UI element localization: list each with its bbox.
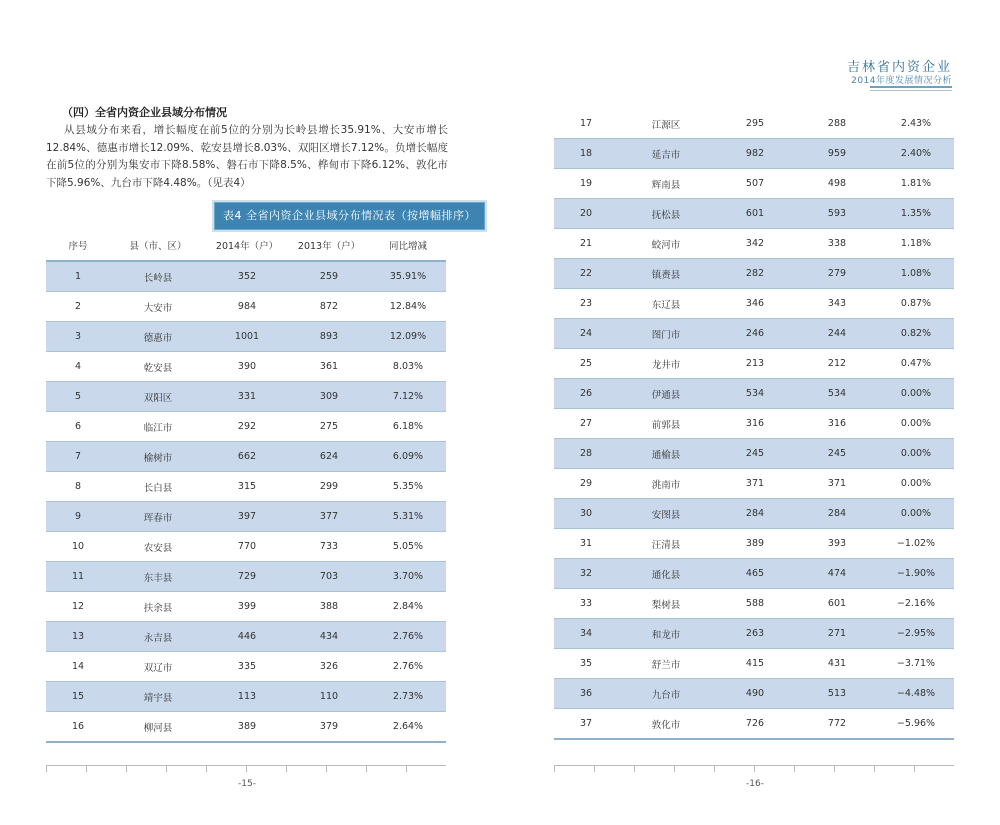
cell-2013: 259	[288, 261, 370, 292]
cell-2014: 534	[714, 379, 796, 409]
page-number: -15-	[238, 779, 256, 789]
cell-2014: 331	[206, 382, 288, 412]
cell-change: 0.00%	[878, 439, 954, 469]
cell-county: 通化县	[618, 559, 714, 589]
table-row	[46, 352, 446, 382]
page-number: -16-	[746, 779, 764, 789]
cell-2013: 893	[288, 322, 370, 352]
cell-2014: 389	[206, 712, 288, 743]
cell-change: 2.40%	[878, 139, 954, 169]
cell-change: 0.00%	[878, 409, 954, 439]
cell-2013: 772	[796, 709, 878, 740]
cell-2013: 110	[288, 682, 370, 712]
cell-county: 德惠市	[110, 322, 206, 352]
cell-2014: 315	[206, 472, 288, 502]
cell-2013: 361	[288, 352, 370, 382]
cell-index: 36	[554, 679, 618, 709]
table-row	[46, 472, 446, 502]
cell-index: 25	[554, 349, 618, 379]
cell-index: 31	[554, 529, 618, 559]
cell-2013: 326	[288, 652, 370, 682]
cell-change: −1.90%	[878, 559, 954, 589]
cell-county: 长岭县	[110, 261, 206, 292]
cell-2014: 399	[206, 592, 288, 622]
cell-index: 35	[554, 649, 618, 679]
cell-index: 21	[554, 229, 618, 259]
cell-county: 抚松县	[618, 199, 714, 229]
table-caption: 表4 全省内资企业县域分布情况表（按增幅排序）	[214, 202, 485, 230]
cell-2014: 588	[714, 589, 796, 619]
cell-county: 靖宇县	[110, 682, 206, 712]
county-distribution-table-right	[554, 109, 954, 740]
cell-2013: 733	[288, 532, 370, 562]
table-row	[554, 679, 954, 709]
cell-2013: 431	[796, 649, 878, 679]
cell-2013: 434	[288, 622, 370, 652]
cell-index: 24	[554, 319, 618, 349]
cell-county: 前郭县	[618, 409, 714, 439]
cell-2014: 335	[206, 652, 288, 682]
cell-change: 0.82%	[878, 319, 954, 349]
table-row	[46, 261, 446, 292]
cell-county: 永吉县	[110, 622, 206, 652]
cell-index: 6	[46, 412, 110, 442]
table-row	[554, 409, 954, 439]
cell-change: 2.76%	[370, 622, 446, 652]
cell-2013: 534	[796, 379, 878, 409]
cell-index: 34	[554, 619, 618, 649]
cell-2013: 299	[288, 472, 370, 502]
cell-2013: 959	[796, 139, 878, 169]
cell-county: 扶余县	[110, 592, 206, 622]
header-rule	[870, 86, 952, 88]
cell-index: 5	[46, 382, 110, 412]
cell-2013: 474	[796, 559, 878, 589]
cell-index: 28	[554, 439, 618, 469]
table-row	[46, 532, 446, 562]
cell-index: 23	[554, 289, 618, 319]
cell-index: 4	[46, 352, 110, 382]
cell-index: 7	[46, 442, 110, 472]
cell-change: −1.02%	[878, 529, 954, 559]
cell-county: 镇赉县	[618, 259, 714, 289]
cell-2014: 246	[714, 319, 796, 349]
table-header-row	[46, 230, 446, 261]
cell-2013: 316	[796, 409, 878, 439]
cell-index: 1	[46, 261, 110, 292]
cell-2014: 397	[206, 502, 288, 532]
cell-2014: 295	[714, 109, 796, 139]
cell-change: 2.64%	[370, 712, 446, 743]
table-row	[554, 649, 954, 679]
table-row	[554, 109, 954, 139]
table-row	[46, 562, 446, 592]
cell-index: 26	[554, 379, 618, 409]
header-2014: 2014年（户）	[206, 230, 288, 261]
cell-2014: 726	[714, 709, 796, 740]
cell-index: 29	[554, 469, 618, 499]
cell-2013: 244	[796, 319, 878, 349]
cell-change: 0.00%	[878, 499, 954, 529]
table-row	[554, 199, 954, 229]
cell-county: 伊通县	[618, 379, 714, 409]
cell-2014: 352	[206, 261, 288, 292]
cell-2013: 601	[796, 589, 878, 619]
cell-2014: 284	[714, 499, 796, 529]
cell-2013: 279	[796, 259, 878, 289]
body-paragraph: 从县域分布来看，增长幅度在前5位的分别为长岭县增长35.91%、大安市增长12.84%、德惠市增长12.09%、乾安县增长8.03%、双阳区增长7.12%。负增长幅度在前5位的分别为集安市下降8.58%、磐石市下降8.5%、桦甸市下降6.12%、敦化市下降5.96%、九台市下降4.48%。（见表4）	[46, 124, 448, 189]
cell-2014: 245	[714, 439, 796, 469]
cell-index: 9	[46, 502, 110, 532]
cell-change: 6.18%	[370, 412, 446, 442]
cell-2014: 390	[206, 352, 288, 382]
cell-change: −3.71%	[878, 649, 954, 679]
cell-change: 3.70%	[370, 562, 446, 592]
cell-2013: 343	[796, 289, 878, 319]
cell-2014: 342	[714, 229, 796, 259]
table-row	[46, 442, 446, 472]
cell-county: 敦化市	[618, 709, 714, 740]
table-row	[554, 559, 954, 589]
cell-county: 九台市	[618, 679, 714, 709]
table-row	[46, 502, 446, 532]
cell-2013: 513	[796, 679, 878, 709]
table-row	[554, 139, 954, 169]
cell-county: 和龙市	[618, 619, 714, 649]
cell-county: 洮南市	[618, 469, 714, 499]
cell-2013: 872	[288, 292, 370, 322]
cell-change: 5.05%	[370, 532, 446, 562]
cell-change: 0.00%	[878, 469, 954, 499]
cell-county: 梨树县	[618, 589, 714, 619]
cell-county: 舒兰市	[618, 649, 714, 679]
table-row	[46, 382, 446, 412]
cell-2013: 498	[796, 169, 878, 199]
cell-county: 图门市	[618, 319, 714, 349]
cell-change: 12.09%	[370, 322, 446, 352]
cell-county: 东辽县	[618, 289, 714, 319]
table-row	[554, 349, 954, 379]
cell-change: 2.73%	[370, 682, 446, 712]
footer-ruler	[554, 765, 954, 772]
table-row	[46, 712, 446, 743]
table-row	[554, 469, 954, 499]
cell-2013: 388	[288, 592, 370, 622]
cell-2013: 284	[796, 499, 878, 529]
table-row	[46, 652, 446, 682]
cell-index: 13	[46, 622, 110, 652]
cell-county: 安图县	[618, 499, 714, 529]
cell-county: 蛟河市	[618, 229, 714, 259]
cell-change: 1.08%	[878, 259, 954, 289]
cell-2013: 271	[796, 619, 878, 649]
cell-county: 珲春市	[110, 502, 206, 532]
cell-2014: 346	[714, 289, 796, 319]
table-row	[554, 379, 954, 409]
cell-index: 11	[46, 562, 110, 592]
cell-2014: 113	[206, 682, 288, 712]
cell-2014: 984	[206, 292, 288, 322]
cell-2013: 338	[796, 229, 878, 259]
cell-change: 1.35%	[878, 199, 954, 229]
cell-county: 汪清县	[618, 529, 714, 559]
table-row	[46, 322, 446, 352]
cell-change: 0.47%	[878, 349, 954, 379]
cell-2013: 245	[796, 439, 878, 469]
table-row	[554, 499, 954, 529]
cell-2013: 379	[288, 712, 370, 743]
header-index: 序号	[46, 230, 110, 261]
header-change: 同比增减	[370, 230, 446, 261]
cell-index: 17	[554, 109, 618, 139]
cell-index: 33	[554, 589, 618, 619]
table-row	[46, 292, 446, 322]
cell-change: 7.12%	[370, 382, 446, 412]
cell-change: −5.96%	[878, 709, 954, 740]
cell-2014: 982	[714, 139, 796, 169]
cell-2014: 213	[714, 349, 796, 379]
cell-index: 18	[554, 139, 618, 169]
cell-county: 大安市	[110, 292, 206, 322]
cell-index: 32	[554, 559, 618, 589]
cell-county: 东丰县	[110, 562, 206, 592]
cell-2013: 275	[288, 412, 370, 442]
cell-2014: 490	[714, 679, 796, 709]
cell-2014: 371	[714, 469, 796, 499]
cell-2014: 316	[714, 409, 796, 439]
running-header-title: 吉林省内资企业	[846, 60, 952, 75]
cell-2013: 377	[288, 502, 370, 532]
cell-2014: 507	[714, 169, 796, 199]
cell-change: 2.84%	[370, 592, 446, 622]
cell-county: 龙井市	[618, 349, 714, 379]
cell-index: 15	[46, 682, 110, 712]
cell-index: 12	[46, 592, 110, 622]
cell-change: −2.16%	[878, 589, 954, 619]
cell-change: 0.00%	[878, 379, 954, 409]
table-row	[554, 709, 954, 740]
table-row	[554, 169, 954, 199]
cell-county: 乾安县	[110, 352, 206, 382]
cell-2014: 601	[714, 199, 796, 229]
cell-2014: 729	[206, 562, 288, 592]
cell-change: 2.43%	[878, 109, 954, 139]
cell-index: 20	[554, 199, 618, 229]
cell-index: 27	[554, 409, 618, 439]
cell-index: 8	[46, 472, 110, 502]
table-row	[46, 592, 446, 622]
table-row	[554, 289, 954, 319]
cell-index: 16	[46, 712, 110, 743]
cell-county: 江源区	[618, 109, 714, 139]
cell-2014: 292	[206, 412, 288, 442]
cell-change: 35.91%	[370, 261, 446, 292]
cell-county: 双阳区	[110, 382, 206, 412]
cell-index: 10	[46, 532, 110, 562]
cell-change: 1.81%	[878, 169, 954, 199]
table-row	[554, 619, 954, 649]
cell-2013: 371	[796, 469, 878, 499]
table-row	[46, 682, 446, 712]
cell-2013: 288	[796, 109, 878, 139]
cell-change: 12.84%	[370, 292, 446, 322]
right-page	[500, 0, 1000, 825]
cell-change: 2.76%	[370, 652, 446, 682]
cell-county: 辉南县	[618, 169, 714, 199]
header-2013: 2013年（户）	[288, 230, 370, 261]
cell-2014: 1001	[206, 322, 288, 352]
cell-county: 柳河县	[110, 712, 206, 743]
header-rule-thin	[870, 90, 952, 91]
cell-index: 3	[46, 322, 110, 352]
cell-2014: 415	[714, 649, 796, 679]
cell-2014: 770	[206, 532, 288, 562]
cell-change: −2.95%	[878, 619, 954, 649]
header-county: 县（市、区）	[110, 230, 206, 261]
cell-change: 5.31%	[370, 502, 446, 532]
cell-change: 1.18%	[878, 229, 954, 259]
cell-2014: 263	[714, 619, 796, 649]
cell-2014: 662	[206, 442, 288, 472]
cell-2014: 282	[714, 259, 796, 289]
footer-ruler	[46, 765, 446, 772]
cell-2013: 309	[288, 382, 370, 412]
cell-index: 37	[554, 709, 618, 740]
table-row	[554, 589, 954, 619]
section-heading: （四）全省内资企业县域分布情况	[62, 106, 227, 119]
cell-index: 2	[46, 292, 110, 322]
cell-change: 6.09%	[370, 442, 446, 472]
table-row	[554, 259, 954, 289]
cell-index: 19	[554, 169, 618, 199]
running-header-subtitle: 2014年度发展情况分析	[851, 76, 952, 86]
cell-index: 14	[46, 652, 110, 682]
cell-change: −4.48%	[878, 679, 954, 709]
cell-index: 22	[554, 259, 618, 289]
cell-index: 30	[554, 499, 618, 529]
cell-2013: 393	[796, 529, 878, 559]
table-row	[554, 229, 954, 259]
cell-2013: 703	[288, 562, 370, 592]
cell-change: 0.87%	[878, 289, 954, 319]
county-distribution-table-left	[46, 230, 446, 743]
cell-change: 5.35%	[370, 472, 446, 502]
table-row	[554, 319, 954, 349]
cell-2014: 465	[714, 559, 796, 589]
table-row	[554, 529, 954, 559]
cell-county: 榆树市	[110, 442, 206, 472]
cell-2013: 593	[796, 199, 878, 229]
cell-2013: 624	[288, 442, 370, 472]
cell-county: 延吉市	[618, 139, 714, 169]
cell-county: 通榆县	[618, 439, 714, 469]
table-row	[46, 412, 446, 442]
cell-county: 长白县	[110, 472, 206, 502]
cell-2014: 389	[714, 529, 796, 559]
cell-change: 8.03%	[370, 352, 446, 382]
cell-2013: 212	[796, 349, 878, 379]
table-row	[554, 439, 954, 469]
cell-county: 临江市	[110, 412, 206, 442]
table-row	[46, 622, 446, 652]
cell-2014: 446	[206, 622, 288, 652]
cell-county: 农安县	[110, 532, 206, 562]
cell-county: 双辽市	[110, 652, 206, 682]
